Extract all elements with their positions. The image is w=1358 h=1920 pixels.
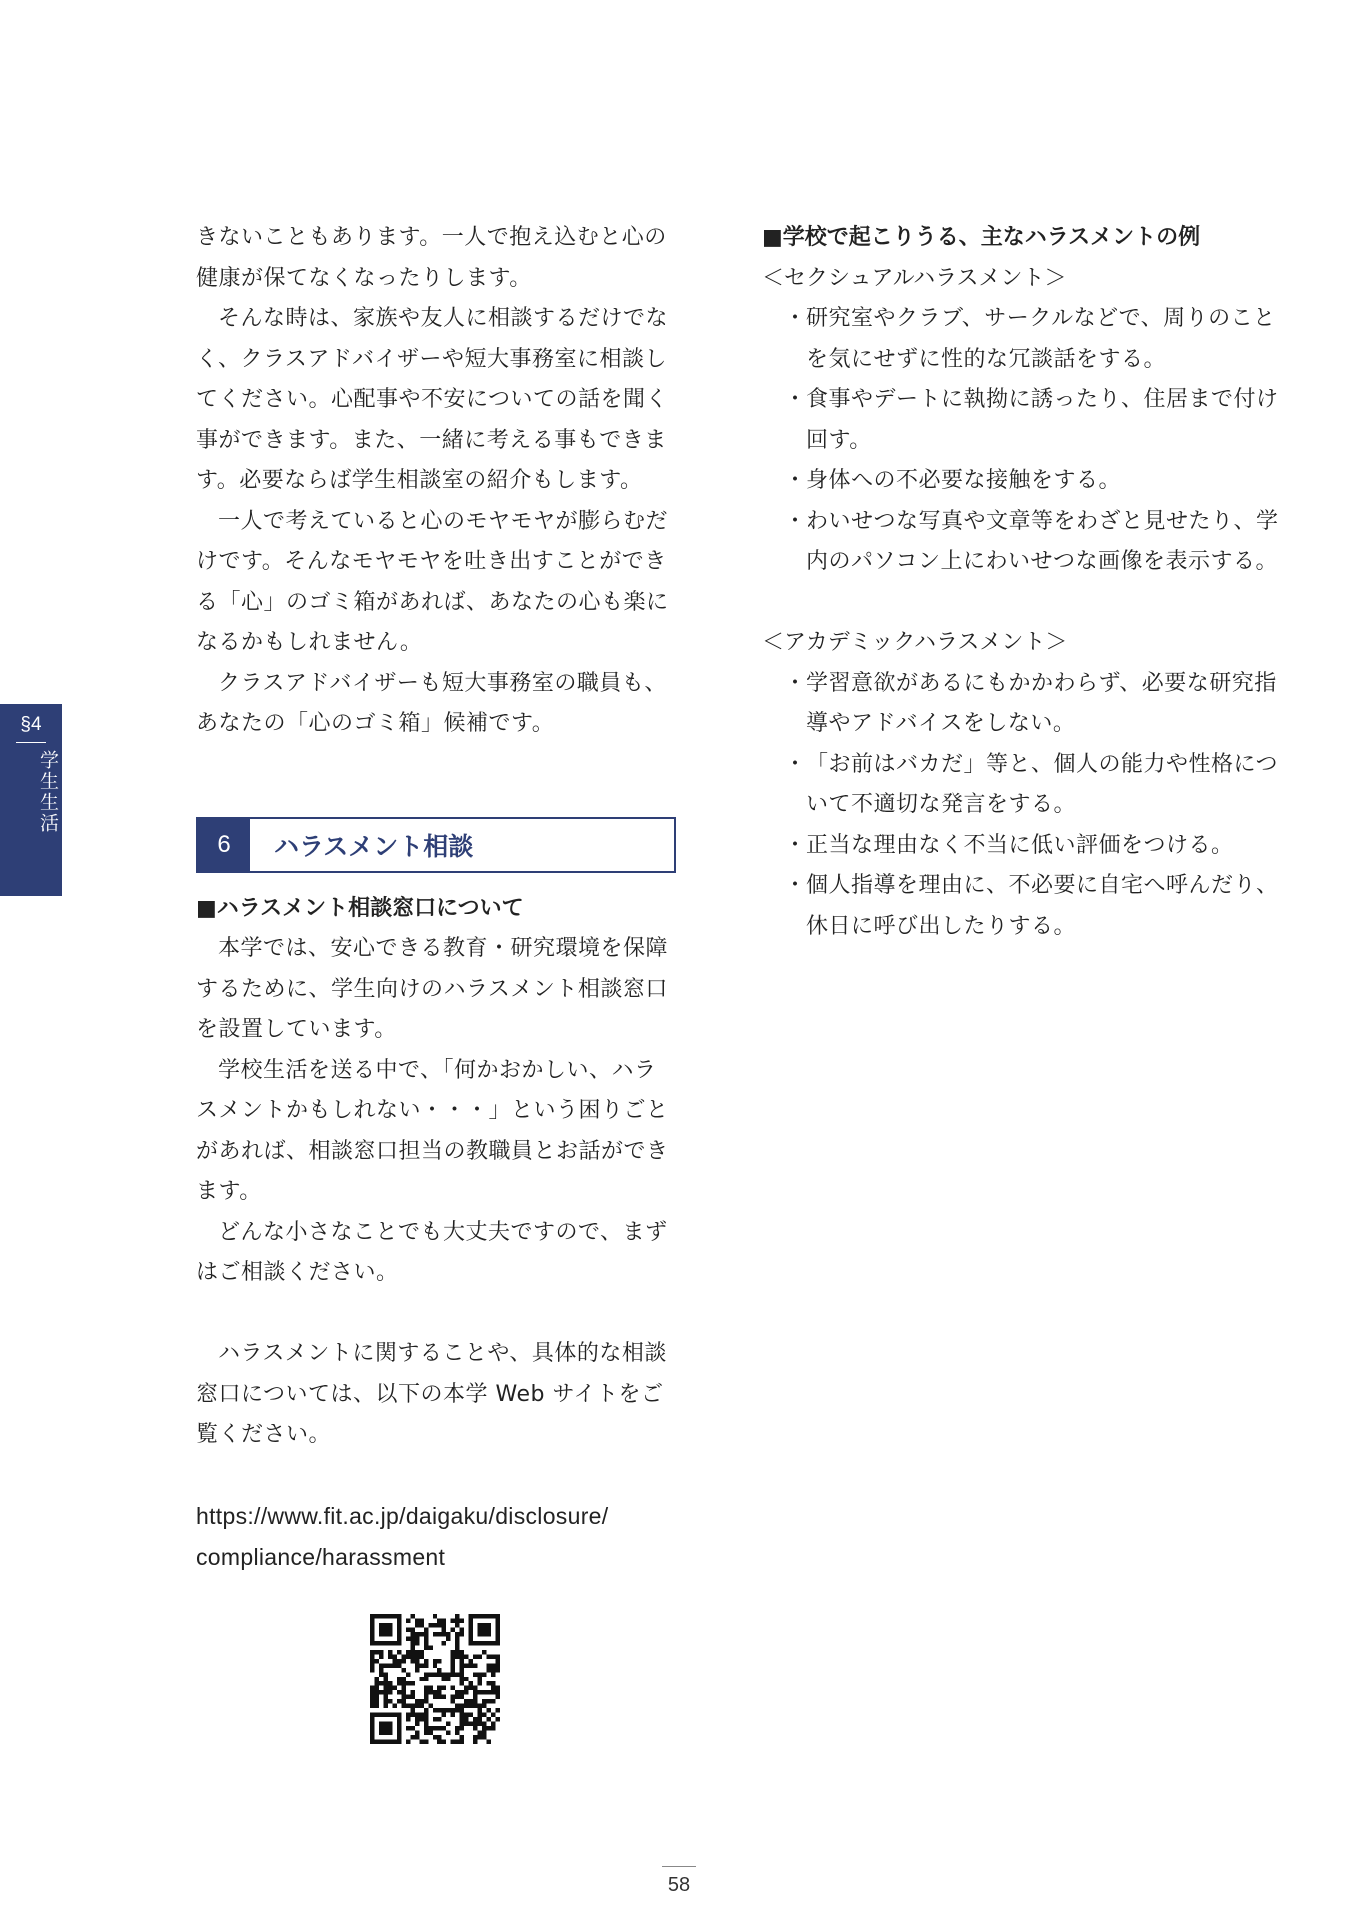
chapter-divider — [16, 742, 46, 743]
paragraph: きないこともあります。一人で抱え込むと心の健康が保てなくなったりします。 — [196, 225, 667, 291]
intro-paragraphs — [196, 218, 676, 745]
paragraph: そんな時は、家族や友人に相談するだけでなく、クラスアドバイザーや短大事務室に相談してください。心配事や不安についての話を聞く事ができます。また、一緒に考える事もできます。必要ならば学生相談室の紹介もします。 — [196, 306, 669, 493]
list-item: ・正当な理由なく不当に低い評価をつける。 — [784, 832, 1234, 858]
list-item: ・食事やデートに執拗に誘ったり、住居まで付け回す。 — [784, 387, 1279, 453]
examples-groups — [762, 259, 1282, 948]
page-number: 58 — [667, 1874, 691, 1896]
paragraph: クラスアドバイザーも短大事務室の職員も、あなたの「心のゴミ箱」候補です。 — [196, 670, 667, 736]
group-title: ＜アカデミックハラスメント＞ — [762, 630, 1068, 655]
website-url-line2[interactable]: compliance/harassment — [196, 1543, 446, 1570]
chapter-side-tab — [0, 704, 62, 896]
section-number: 6 — [198, 819, 250, 871]
example-list — [762, 664, 1282, 948]
list-item: ・学習意欲があるにもかかわらず、必要な研究指導やアドバイスをしない。 — [784, 670, 1277, 736]
right-column — [762, 218, 1282, 947]
left-column — [196, 218, 676, 1577]
harassment-paragraphs — [196, 929, 676, 1294]
chapter-label: 学生生活 — [37, 750, 59, 834]
list-item: ・個人指導を理由に、不必要に自宅へ呼んだり、休日に呼び出したりする。 — [784, 873, 1279, 939]
chapter-number: §4 — [20, 714, 42, 735]
website-paragraph: ハラスメントに関することや、具体的な相談窓口については、以下の本学 Web サイトをご覧ください。 — [196, 1341, 667, 1447]
paragraph: 本学では、安心できる教育・研究環境を保障するために、学生向けのハラスメント相談窓口を設置しています。 — [196, 936, 669, 1042]
list-item: ・「お前はバカだ」等と、個人の能力や性格について不適切な発言をする。 — [784, 751, 1279, 817]
qr-code-icon[interactable] — [370, 1614, 500, 1744]
group-title: ＜セクシュアルハラスメント＞ — [762, 265, 1067, 291]
examples-heading: ■学校で起こりうる、主なハラスメントの例 — [762, 225, 1201, 250]
paragraph: 学校生活を送る中で、「何かおかしい、ハラスメントかもしれない・・・」という困りごとがあれば、相談窓口担当の教職員とお話ができます。 — [196, 1057, 669, 1204]
section-header — [196, 817, 676, 873]
paragraph: 一人で考えていると心のモヤモヤが膨らむだけです。そんなモヤモヤを吐き出すことができる「心」のゴミ箱があれば、あなたの心も楽になるかもしれません。 — [196, 508, 669, 655]
list-item: ・研究室やクラブ、サークルなどで、周りのことを気にせずに性的な冗談話をする。 — [784, 306, 1276, 372]
section-title: ハラスメント相談 — [274, 831, 474, 861]
paragraph: どんな小さなことでも大丈夫ですので、まずはご相談ください。 — [196, 1219, 668, 1285]
list-item: ・身体への不必要な接触をする。 — [784, 468, 1122, 493]
list-item: ・わいせつな写真や文章等をわざと見せたり、学内のパソコン上にわいせつな画像を表示する。 — [784, 508, 1279, 574]
website-url-line1[interactable]: https://www.fit.ac.jp/daigaku/disclosure/ — [196, 1503, 609, 1529]
subheading: ■ハラスメント相談窓口について — [196, 895, 524, 921]
example-list — [762, 299, 1282, 583]
page-rule — [662, 1866, 696, 1867]
